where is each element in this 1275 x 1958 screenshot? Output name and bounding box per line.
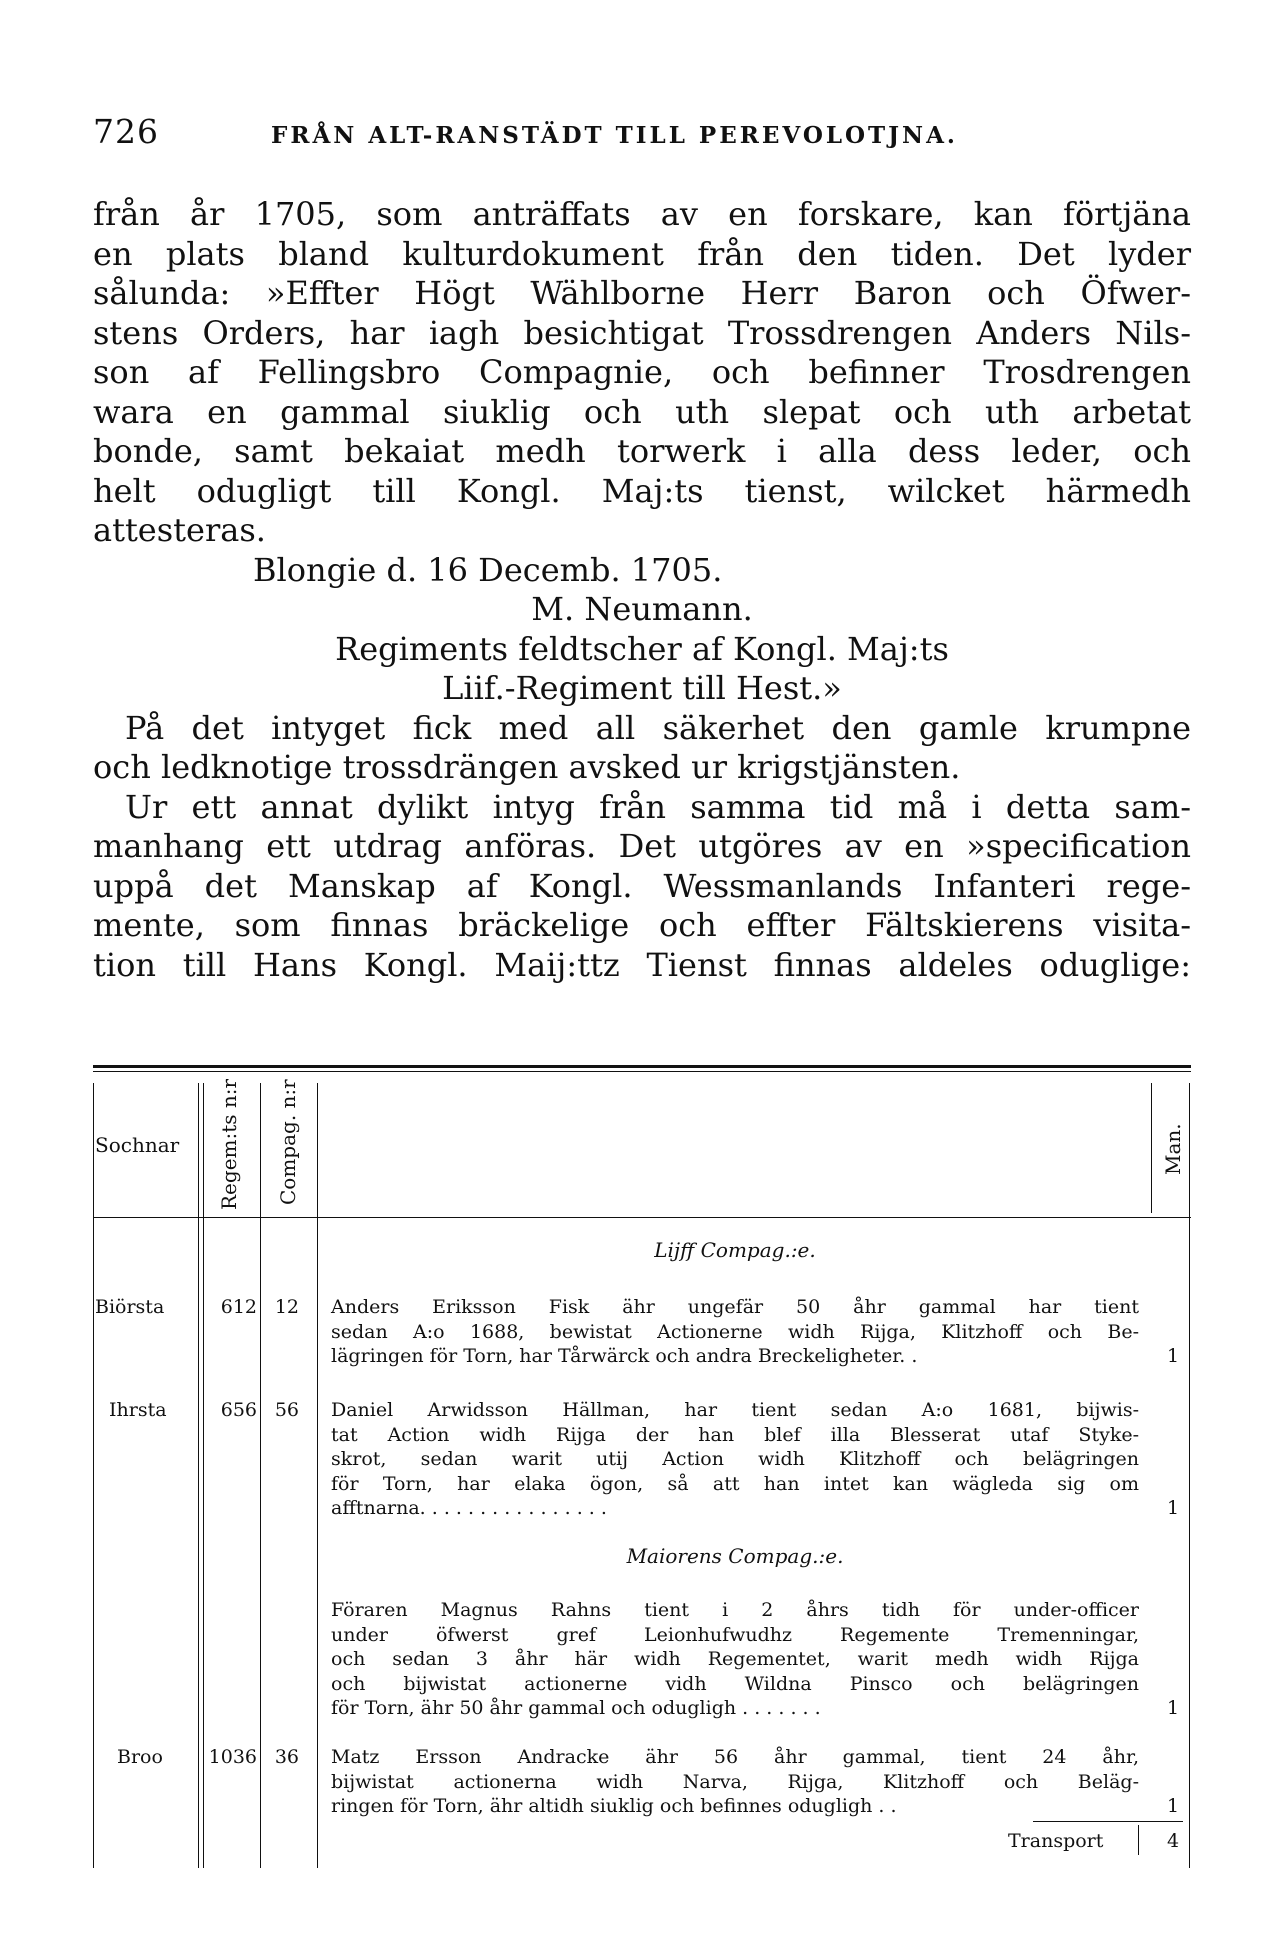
entry-line: och bijwistat actionerne vidh Wildna Pinsco och belägringen [331,1672,1139,1695]
entry-line: under öfwerst gref Leionhufwudhz Regemente Tremenningar, [331,1623,1139,1646]
men-count-cell: 1 [1166,1697,1180,1719]
signature-title: Regiments feldtscher af Kongl. Maj:ts [335,629,949,668]
entry-line: afftnarna. . . . . . . . . . . . . . . . [331,1497,607,1519]
text-line: och ledknotige trossdrängen avsked ur krigstjänsten. [93,748,961,786]
entry-line: tat Action widh Rijga der han blef illa Blesserat utaf Styke- [331,1423,1139,1446]
page-header [93,112,1191,152]
company-no-cell: 36 [274,1746,299,1768]
signature-date: Blongie d. 16 Decemb. 1705. [253,550,723,589]
regiment-no-cell: 612 [220,1296,257,1318]
col-header-men: Man. [1161,1123,1185,1175]
section-heading: Maiorens Compag.:e. [626,1544,844,1568]
entry-line: ringen för Torn, ähr altidh siuklig och befinnes odugligh . . [331,1795,897,1817]
transport-value: 4 [1166,1830,1180,1852]
section-heading: Lijff Compag.:e. [654,1238,816,1262]
column-rule [1189,1083,1190,1868]
entry-line: Daniel Arwidsson Hällman, har tient sedan A:o 1681, bijwis- [331,1399,1139,1421]
regiment-no-cell: 1036 [208,1746,257,1768]
entry-line: Anders Eriksson Fisk ähr ungefär 50 åhr gammal har tient [331,1296,1139,1318]
col-header-parish: Sochnar [95,1133,180,1157]
specification-table [93,1065,1191,1870]
signature-name: M. Neumann. [531,590,753,628]
regiment-no-cell: 656 [220,1399,257,1421]
transport-divider [1138,1825,1139,1855]
page-number: 726 [93,112,159,151]
entry-text [331,1745,1139,1819]
entry-line: bijwistat actionerna widh Narva, Rijga, Klitzhoff och Beläg- [331,1770,1139,1793]
text-line: tion till Hans Kongl. Maij:ttz Tienst finnas aldeles oduglige: [93,945,1191,984]
entry-line: för Torn, ähr 50 åhr gammal och odugligh . . . . . . . [331,1697,821,1719]
text-line: manhang ett utdrag anföras. Det utgöres av en »specification [93,827,1191,865]
paragraph-3 [93,788,1191,986]
men-count-cell: 1 [1166,1497,1180,1519]
entry-line: lägringen för Torn, har Tårwärck och andra Breckeligheter. . [331,1345,918,1367]
running-title: FRÅN ALT-RANSTÄDT TILL PEREVOLOTJNA. [271,122,958,149]
men-count-cell: 1 [1166,1795,1180,1817]
text-line: helt odugligt till Kongl. Maj:ts tienst, wilcket härmedh [93,471,1191,510]
entry-text [331,1598,1139,1721]
entry-line: skrot, sedan warit utij Action widh Klitzhoff och belägringen [331,1448,1139,1470]
men-count-cell: 1 [1166,1345,1180,1367]
text-line: bonde, samt bekaiat medh torwerk i alla dess leder, och [93,432,1191,470]
paragraph-2 [93,709,1191,788]
parish-cell: Biörsta [95,1296,165,1318]
text-line: uppå det Manskap af Kongl. Wessmanlands Infanteri rege- [93,866,1191,905]
parish-cell: Ihrsta [109,1399,167,1421]
entry-line: Föraren Magnus Rahns tient i 2 åhrs tidh för under-officer [331,1599,1139,1621]
body-text [93,195,1191,985]
paragraph-1 [93,195,1191,551]
signature-block [93,551,1191,709]
entry-line: och sedan 3 åhr här widh Regementet, warit medh widh Rijga [331,1648,1139,1670]
col-header-regiment-no: Regem:ts n:r [217,1078,241,1210]
transport-rule [1033,1821,1183,1822]
entry-line: för Torn, har elaka ögon, så att han intet kan wägleda sig om [331,1472,1139,1495]
column-rule [260,1083,261,1868]
column-rule [203,1083,204,1868]
entry-line: sedan A:o 1688, bewistat Actionerne widh Rijga, Klitzhoff och Be- [331,1320,1139,1343]
column-rule [1151,1083,1152,1213]
table-top-rule [93,1065,1191,1068]
text-line: attesteras. [93,511,266,549]
table-top-rule [93,1071,1191,1072]
company-no-cell: 12 [274,1296,299,1318]
text-line: son af Fellingsbro Compagnie, och befinner Trosdrengen [93,353,1191,391]
entry-text [331,1295,1139,1369]
header-rule [93,1217,1191,1218]
signature-title: Liif.-Regiment till Hest.» [442,669,842,707]
text-line: stens Orders, har iagh besichtigat Trossdrengen Anders Nils- [93,313,1191,352]
transport-label: Transport [1008,1830,1104,1852]
text-line: mente, som finnas bräckelige och effter Fältskierens visita- [93,906,1191,944]
text-line: sålunda: »Effter Högt Wählborne Herr Baron och Öfwer- [93,274,1191,312]
column-rule [198,1083,199,1868]
column-rule [317,1083,318,1868]
text-line: från år 1705, som anträffats av en forskare, kan förtjäna [93,195,1191,233]
text-line: På det intyget fick med all säkerhet den gamle krumpne [125,708,1191,747]
column-rule [93,1083,94,1868]
text-line: Ur ett annat dylikt intyg från samma tid må i detta sam- [125,787,1191,826]
text-line: en plats bland kulturdokument från den tiden. Det lyder [93,234,1191,273]
entry-line: Matz Ersson Andracke ähr 56 åhr gammal, tient 24 åhr, [331,1746,1139,1768]
col-header-company-no: Compag. n:r [276,1079,300,1205]
parish-cell: Broo [117,1746,163,1768]
entry-text [331,1398,1139,1521]
text-line: wara en gammal siuklig och uth slepat och uth arbetat [93,392,1191,431]
company-no-cell: 56 [274,1399,299,1421]
